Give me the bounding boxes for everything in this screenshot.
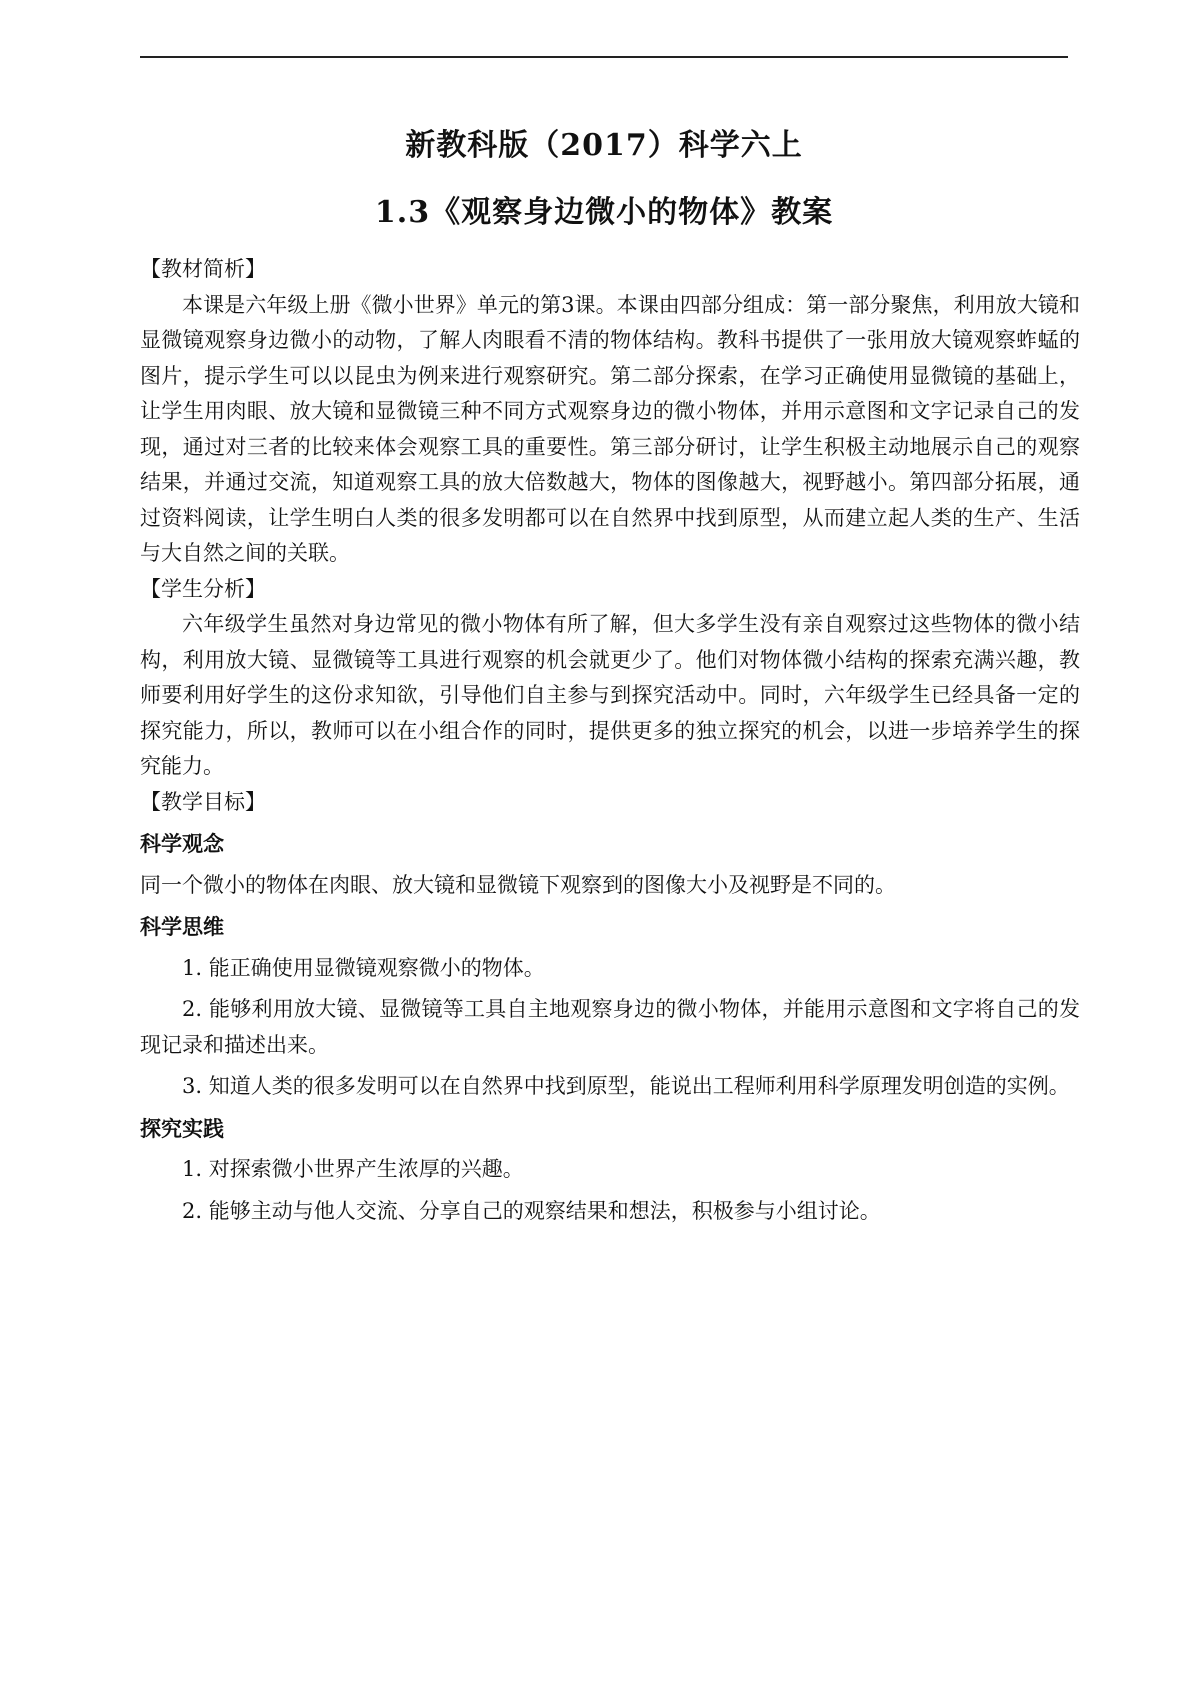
section-heading-student-analysis: 【学生分析】 — [140, 576, 266, 601]
textbook-analysis-paragraph: 本课是六年级上册《微小世界》单元的第3课。本课由四部分组成：第一部分聚焦，利用放大镜和显微镜观察身边微小的动物，了解人肉眼看不清的物体结构。教科书提供了一张用放大镜观察蚱蜢的图片，提示学生可以以昆虫为例来进行观察研究。第二部分探索，在学习正确使用显微镜的基础上，让学生用肉眼、放大镜和显微镜三种不同方式观察身边的微小物体，并用示意图和文字记录自己的发现，通过对三者的比较来体会观察工具的重要性。第三部分研讨，让学生积极主动地展示自己的观察结果，并通过交流，知道观察工具的放大倍数越大，物体的图像越大，视野越小。第四部分拓展，通过资料阅读，让学生明白人类的很多发明都可以在自然界中找到原型，从而建立起人类的生产、生活与大自然之间的关联。 — [140, 292, 1080, 565]
subheading-science-concept: 科学观念 — [140, 831, 224, 856]
section-heading-teaching-goals: 【教学目标】 — [140, 789, 266, 814]
document-subtitle: 1.3《观察身边微小的物体》教案 — [374, 195, 834, 230]
document-body — [140, 252, 1080, 1229]
inquiry-practice-item: 1. 对探索微小世界产生浓厚的兴趣。 — [182, 1157, 524, 1181]
header-rule — [140, 56, 1068, 58]
section-heading-textbook-analysis: 【教材简析】 — [140, 257, 266, 281]
student-analysis-paragraph: 六年级学生虽然对身边常见的微小物体有所了解，但大多学生没有亲自观察过这些物体的微小结构，利用放大镜、显微镜等工具进行观察的机会就更少了。他们对物体微小结构的探索充满兴趣，教师要利用好学生的这份求知欲，引导他们自主参与到探究活动中。同时，六年级学生已经具备一定的探究能力，所以，教师可以在小组合作的同时，提供更多的独立探究的机会，以进一步培养学生的探究能力。 — [140, 612, 1080, 778]
science-concept-text: 同一个微小的物体在肉眼、放大镜和显微镜下观察到的图像大小及视野是不同的。 — [140, 872, 896, 897]
inquiry-practice-item: 2. 能够主动与他人交流、分享自己的观察结果和想法，积极参与小组讨论。 — [182, 1198, 881, 1223]
subheading-science-thinking: 科学思维 — [140, 914, 224, 939]
science-thinking-item: 1. 能正确使用显微镜观察微小的物体。 — [182, 955, 545, 980]
science-thinking-item: 3. 知道人类的很多发明可以在自然界中找到原型，能说出工程师利用科学原理发明创造的实例。 — [182, 1074, 1070, 1098]
science-thinking-item: 2. 能够利用放大镜、显微镜等工具自主地观察身边的微小物体，并能用示意图和文字将自己的发现记录和描述出来。 — [140, 997, 1080, 1057]
subheading-inquiry-practice: 探究实践 — [140, 1115, 224, 1141]
document-title: 新教科版（2017）科学六上 — [405, 128, 803, 163]
